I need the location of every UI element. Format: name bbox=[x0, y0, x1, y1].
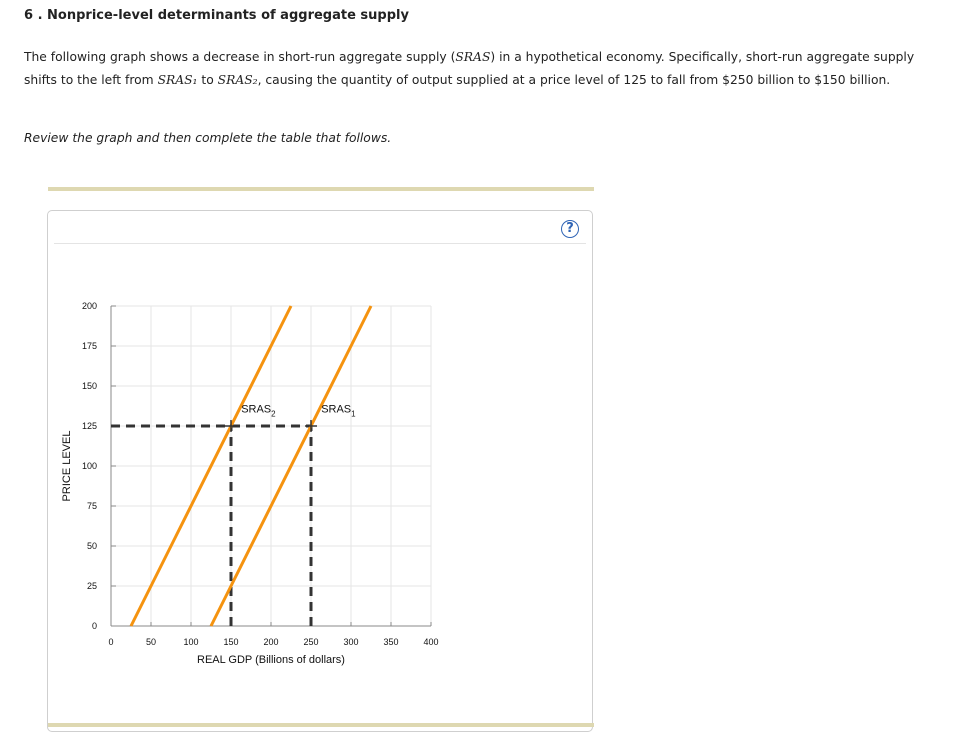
sras2-label: $SRAS_2$ bbox=[241, 403, 276, 419]
point-marker bbox=[225, 420, 237, 432]
y-tick-label: 75 bbox=[86, 501, 97, 511]
x-tick-label: 200 bbox=[263, 637, 279, 647]
question-text-part-3: to bbox=[197, 73, 218, 87]
tick-labels bbox=[82, 301, 439, 647]
y-tick-label: 125 bbox=[81, 421, 97, 431]
bottom-divider bbox=[48, 723, 594, 727]
question-text-part-2: ) in a hypothetical economy. Specifically, short-run aggregate supply shifts to the left from bbox=[24, 50, 915, 87]
dashed-guides bbox=[111, 426, 311, 626]
y-tick-label: 0 bbox=[91, 621, 97, 631]
help-icon[interactable]: ? bbox=[561, 220, 579, 238]
x-tick-label: 150 bbox=[223, 637, 239, 647]
y-tick-label: 150 bbox=[81, 381, 97, 391]
sras1-label: $SRAS_1$ bbox=[321, 403, 356, 419]
y-tick-label: 175 bbox=[81, 341, 97, 351]
y-tick-label: 50 bbox=[86, 541, 97, 551]
question-text-part-4: , causing the quantity of output supplied at a price level of 125 to fall from $250 billion to $150 billion. bbox=[257, 73, 891, 87]
point-marker bbox=[305, 420, 317, 432]
x-tick-label: 350 bbox=[383, 637, 399, 647]
y-tick-label: 25 bbox=[86, 581, 97, 591]
sras2-term: SRAS₂ bbox=[217, 73, 258, 87]
x-tick-label: 300 bbox=[343, 637, 359, 647]
x-axis-title: REAL GDP (Billions of dollars) bbox=[197, 654, 345, 666]
y-tick-label: 100 bbox=[81, 461, 97, 471]
x-tick-label: 400 bbox=[423, 637, 439, 647]
x-tick-label: 0 bbox=[108, 637, 114, 647]
instruction-text: Review the graph and then complete the table that follows. bbox=[24, 131, 392, 145]
question-title: 6 . Nonprice-level determinants of aggregate supply bbox=[24, 8, 409, 23]
sras-term: SRAS bbox=[455, 50, 491, 64]
question-text-part-1: The following graph shows a decrease in short-run aggregate supply ( bbox=[24, 50, 456, 64]
y-tick-label: 200 bbox=[81, 301, 97, 311]
sras1-term: SRAS₁ bbox=[157, 73, 198, 87]
y-axis-title: PRICE LEVEL bbox=[61, 430, 73, 502]
x-tick-label: 250 bbox=[303, 637, 319, 647]
x-tick-label: 50 bbox=[145, 637, 157, 647]
grid bbox=[111, 306, 431, 626]
x-tick-label: 100 bbox=[183, 637, 199, 647]
